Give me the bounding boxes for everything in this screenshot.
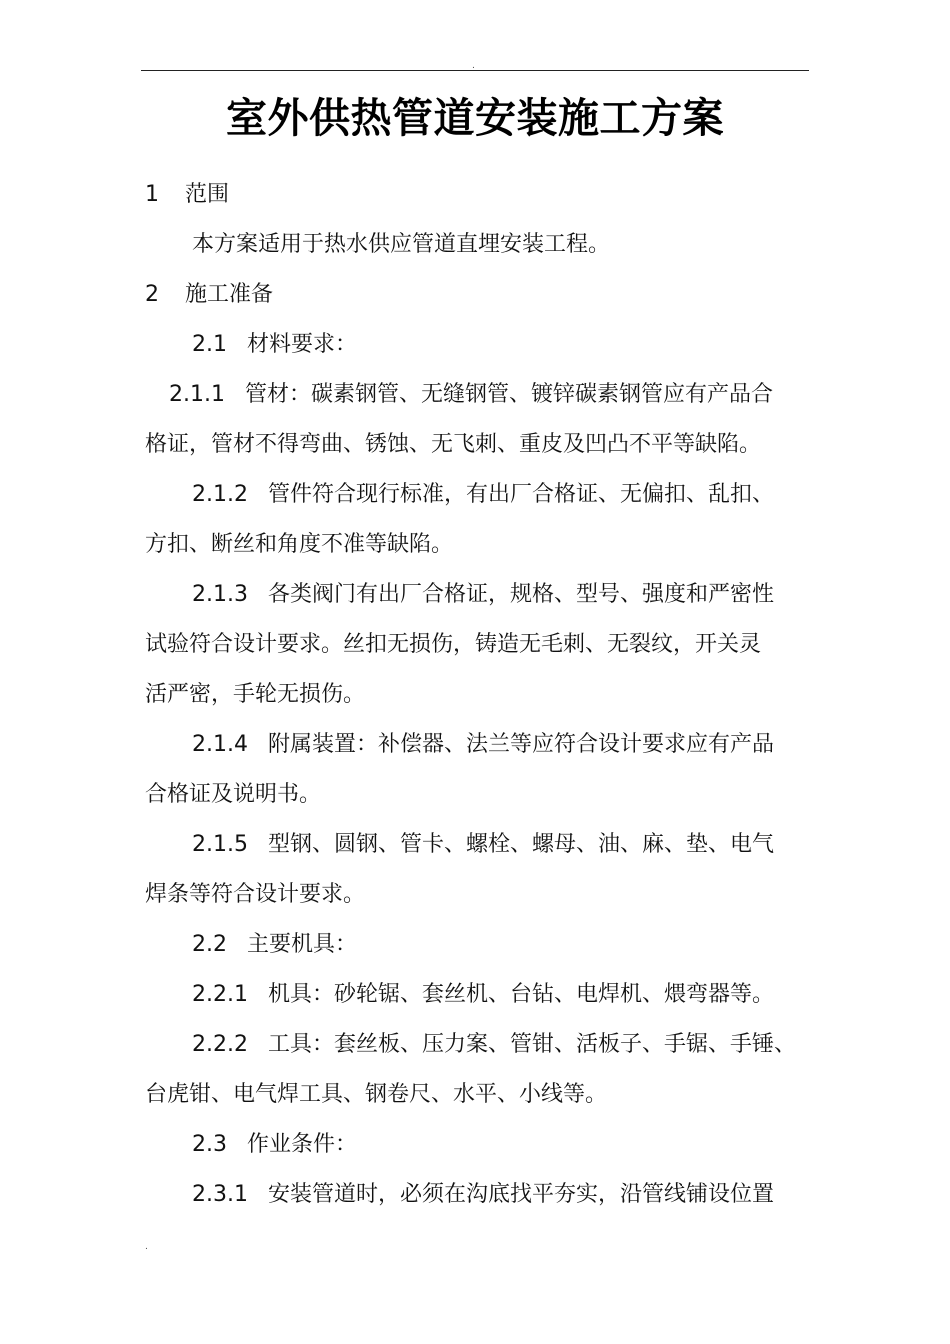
header-rule [141,70,809,71]
subsection-heading [145,1120,817,1170]
section-number: 2.2 [192,932,227,957]
paragraph-line: 合格证及说明书。 [145,782,322,807]
clause-text: 各类阀门有出厂合格证，规格、型号、强度和严密性 [267,582,774,607]
section-number: 2.3 [192,1132,227,1157]
clause-text: 安装管道时，必须在沟底找平夯实，沿管线铺设位置 [267,1182,774,1207]
clause-text: 管件符合现行标准，有出厂合格证、无偏扣、乱扣、 [267,482,774,507]
section-title: 材料要求： [247,332,358,357]
clause-number: 2.3.1 [192,1182,248,1207]
paragraph-line [145,820,817,870]
paragraph-line [145,1020,817,1070]
document-body [145,170,817,1220]
clause-text: 管材：碳素钢管、无缝钢管、镀锌碳素钢管应有产品合 [244,382,773,407]
clause-number: 2.1.4 [192,732,248,757]
paragraph-line: 活严密，手轮无损伤。 [145,682,366,707]
section-title: 施工准备 [185,282,274,307]
clause-text: 工具：套丝板、压力案、管钳、活板子、手锯、手锤、 [267,1032,796,1057]
section-heading [145,170,817,220]
section-title: 范围 [185,182,230,207]
paragraph: 本方案适用于热水供应管道直埋安装工程。 [192,232,611,257]
section-heading [145,270,817,320]
paragraph-line [145,720,817,770]
clause-number: 2.1.2 [192,482,248,507]
paragraph-line: 试验符合设计要求。丝扣无损伤，铸造无毛刺、无裂纹，开关灵 [145,632,762,657]
paragraph-line: 方扣、断丝和角度不准等缺陷。 [145,532,454,557]
paragraph-line [145,570,817,620]
header-dot: . [472,61,475,71]
section-number: 2 [145,282,159,307]
paragraph-line [145,970,817,1020]
clause-number: 2.2.2 [192,1032,248,1057]
clause-number: 2.1.3 [192,582,248,607]
clause-number: 2.2.1 [192,982,248,1007]
paragraph-line: 台虎钳、电气焊工具、钢卷尺、水平、小线等。 [145,1082,608,1107]
section-number: 1 [145,182,159,207]
section-title: 主要机具： [247,932,358,957]
paragraph-line [145,370,817,420]
clause-number: 2.1.5 [192,832,248,857]
document-title: 室外供热管道安装施工方案 [226,94,724,142]
paragraph-line [145,1170,817,1220]
subsection-heading [145,920,817,970]
clause-text: 附属装置：补偿器、法兰等应符合设计要求应有产品 [267,732,774,757]
clause-number: 2.1.1 [169,382,225,407]
paragraph-line [145,470,817,520]
clause-text: 型钢、圆钢、管卡、螺栓、螺母、油、麻、垫、电气 [267,832,774,857]
paragraph-line: 焊条等符合设计要求。 [145,882,366,907]
clause-text: 机具：砂轮锯、套丝机、台钻、电焊机、煨弯器等。 [267,982,774,1007]
footer-dot: . [145,1242,148,1252]
section-number: 2.1 [192,332,227,357]
section-title: 作业条件： [247,1132,358,1157]
subsection-heading [145,320,817,370]
paragraph-line: 格证，管材不得弯曲、锈蚀、无飞刺、重皮及凹凸不平等缺陷。 [145,432,762,457]
